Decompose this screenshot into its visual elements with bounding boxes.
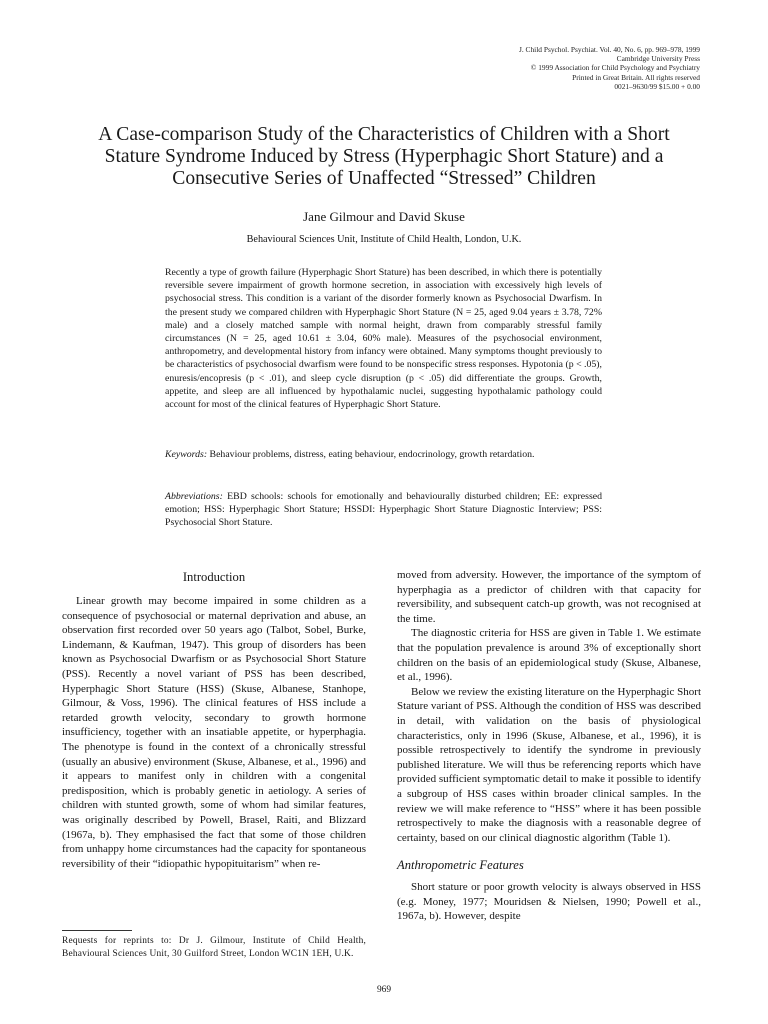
introduction-paragraph-2: The diagnostic criteria for HSS are given in Table 1. We estimate that the population prevalence is around 3% of exceptionally short children on the basis of an epidemiological study (Skuse, Albanese, et al., 1996). — [397, 627, 701, 684]
paper-title-line-2: Stature Syndrome Induced by Stress (Hyperphagic Short Stature) and a — [104, 146, 664, 167]
anthropometric-heading: Anthropometric Features — [397, 858, 524, 873]
journal-printed: Printed in Great Britain. All rights reserved — [572, 72, 700, 82]
right-column — [397, 568, 701, 924]
left-column — [62, 568, 366, 871]
introduction-paragraph-3: Below we review the existing literature on the Hyperphagic Short Stature variant of PSS. Although the condition of HSS was described in detail, with validation on the basis of physiological characteristics, only in 1996 (Skuse, Albanese, et al., 1996), it is possible retrospectively to identify the syndrome in previously published literature. We will thus be referencing reports which have provided sufficient symptomatic detail to make it possible to identify a subgroup of HSS cases within broader clinical samples. In the review we will make reference to “HSS” where it has been possible retrospectively to make the diagnosis with a reasonable degree of certainty, based on our clinical diagnostic algorithm (Table 1). — [397, 685, 701, 844]
journal-publisher: Cambridge University Press — [616, 54, 700, 64]
keywords-label: Keywords: — [165, 449, 208, 460]
abbreviations — [165, 490, 602, 530]
affiliation: Behavioural Sciences Unit, Institute of Child Health, London, U.K. — [246, 234, 522, 245]
introduction-paragraph-1-continued: moved from adversity. However, the importance of the symptom of hyperphagia as a predictor of children with that capacity for reversibility, and subsequent catch-up growth, was not recognised at the time. — [397, 569, 701, 625]
footnote: Requests for reprints to: Dr J. Gilmour, Institute of Child Health, Behavioural Sciences Unit, 30 Guilford Street, London WC1N 1EH, U.K. — [62, 936, 366, 959]
keywords — [165, 448, 602, 461]
keywords-text: Behaviour problems, distress, eating behaviour, endocrinology, growth retardation. — [209, 449, 535, 460]
journal-price: 0021–9630/99 $15.00 + 0.00 — [614, 81, 700, 91]
paper-title — [40, 124, 728, 190]
paper-title-line-3: Consecutive Series of Unaffected “Stressed” Children — [172, 168, 596, 189]
authors: Jane Gilmour and David Skuse — [303, 209, 465, 224]
page-number: 969 — [376, 985, 392, 995]
journal-citation: J. Child Psychol. Psychiat. Vol. 40, No. 6, pp. 969–978, 1999 — [518, 45, 700, 54]
introduction-paragraph-1: Linear growth may become impaired in some children as a consequence of psychosocial or maternal deprivation and abuse, an observation first recorded over 50 years ago (Talbot, Sobel, Burke, Lindemann, & Kaufman, 1947). This group of disorders has been known as Psychosocial Dwarfism or as Psychosocial Short Stature (PSS). Recently a novel variant of PSS has been described, Hyperphagic Short Stature (HSS) (Skuse, Albanese, Stanhope, Gilmour, & Voss, 1996). The clinical features of HSS include a retarded growth velocity, secondary to growth hormone insufficiency, together with an insatiable appetite, or hyperphagia. The phenotype is found in the context of a chronically stressful (usually an abusive) environment (Skuse, Albanese, et al., 1996) and it appears to manifest only in children with a congenital predisposition, which is probably genetic in aetiology. A series of children with stunted growth, some of whom had similar features, was originally described by Powell, Brasel, Raiti, and Blizzard (1967a, b). They emphasised the fact that some of those children from unhappy home circumstances had the capacity for spontaneous reversibility of their “idiopathic hypopituitarism” when re- — [62, 595, 366, 870]
anthropometric-paragraph-1: Short stature or poor growth velocity is always observed in HSS (e.g. Money, 1977; Mouridsen & Nielsen, 1990; Powell et al., 1967a, b). However, despite — [397, 881, 701, 923]
abbreviations-label: Abbreviations: — [165, 491, 223, 502]
abstract: Recently a type of growth failure (Hyperphagic Short Stature) has been described, in which there is potentially reversible severe impairment of growth hormone secretion, in association with excessively high levels of psychosocial stress. This condition is a variant of the disorder formerly known as Psychosocial Dwarfism. In the present study we compared children with Hyperphagic Short Stature (N = 25, aged 9.04 years ± 3.78, 72% male) and a closely matched sample with normal height, drawn from comparably stressful family circumstances (N = 25, aged 10.61 ± 3.04, 60% male). Measures of the psychosocial environment, anthropometry, and developmental history from infancy were obtained. Many symptoms thought previously to be characteristics of psychosocial dwarfism were found to be nonspecific stress responses. Hypotonia (p < .05), enuresis/encopresis (p < .01), and sleep cycle disruption (p < .05) did differentiate the groups. Growth, appetite, and sleep are all influenced by hypothalamic nuclei, suggesting hypothalamic pathology could account for most of the clinical features of Hyperphagic Short Stature. — [165, 267, 603, 411]
paper-title-line-1: A Case-comparison Study of the Characteristics of Children with a Short — [98, 124, 670, 145]
introduction-heading: Introduction — [182, 570, 246, 584]
journal-header — [519, 45, 700, 91]
abbreviations-text: EBD schools: schools for emotionally and behaviourally disturbed children; EE: expressed emotion; HSS: Hyperphagic Short Stature; HSSDI: Hyperphagic Short Stature Diagnostic Interview; PSS: Psychosocial Short Stature. — [165, 491, 603, 529]
journal-copyright: © 1999 Association for Child Psychology and Psychiatry — [530, 63, 700, 73]
footnote-rule — [62, 930, 132, 931]
